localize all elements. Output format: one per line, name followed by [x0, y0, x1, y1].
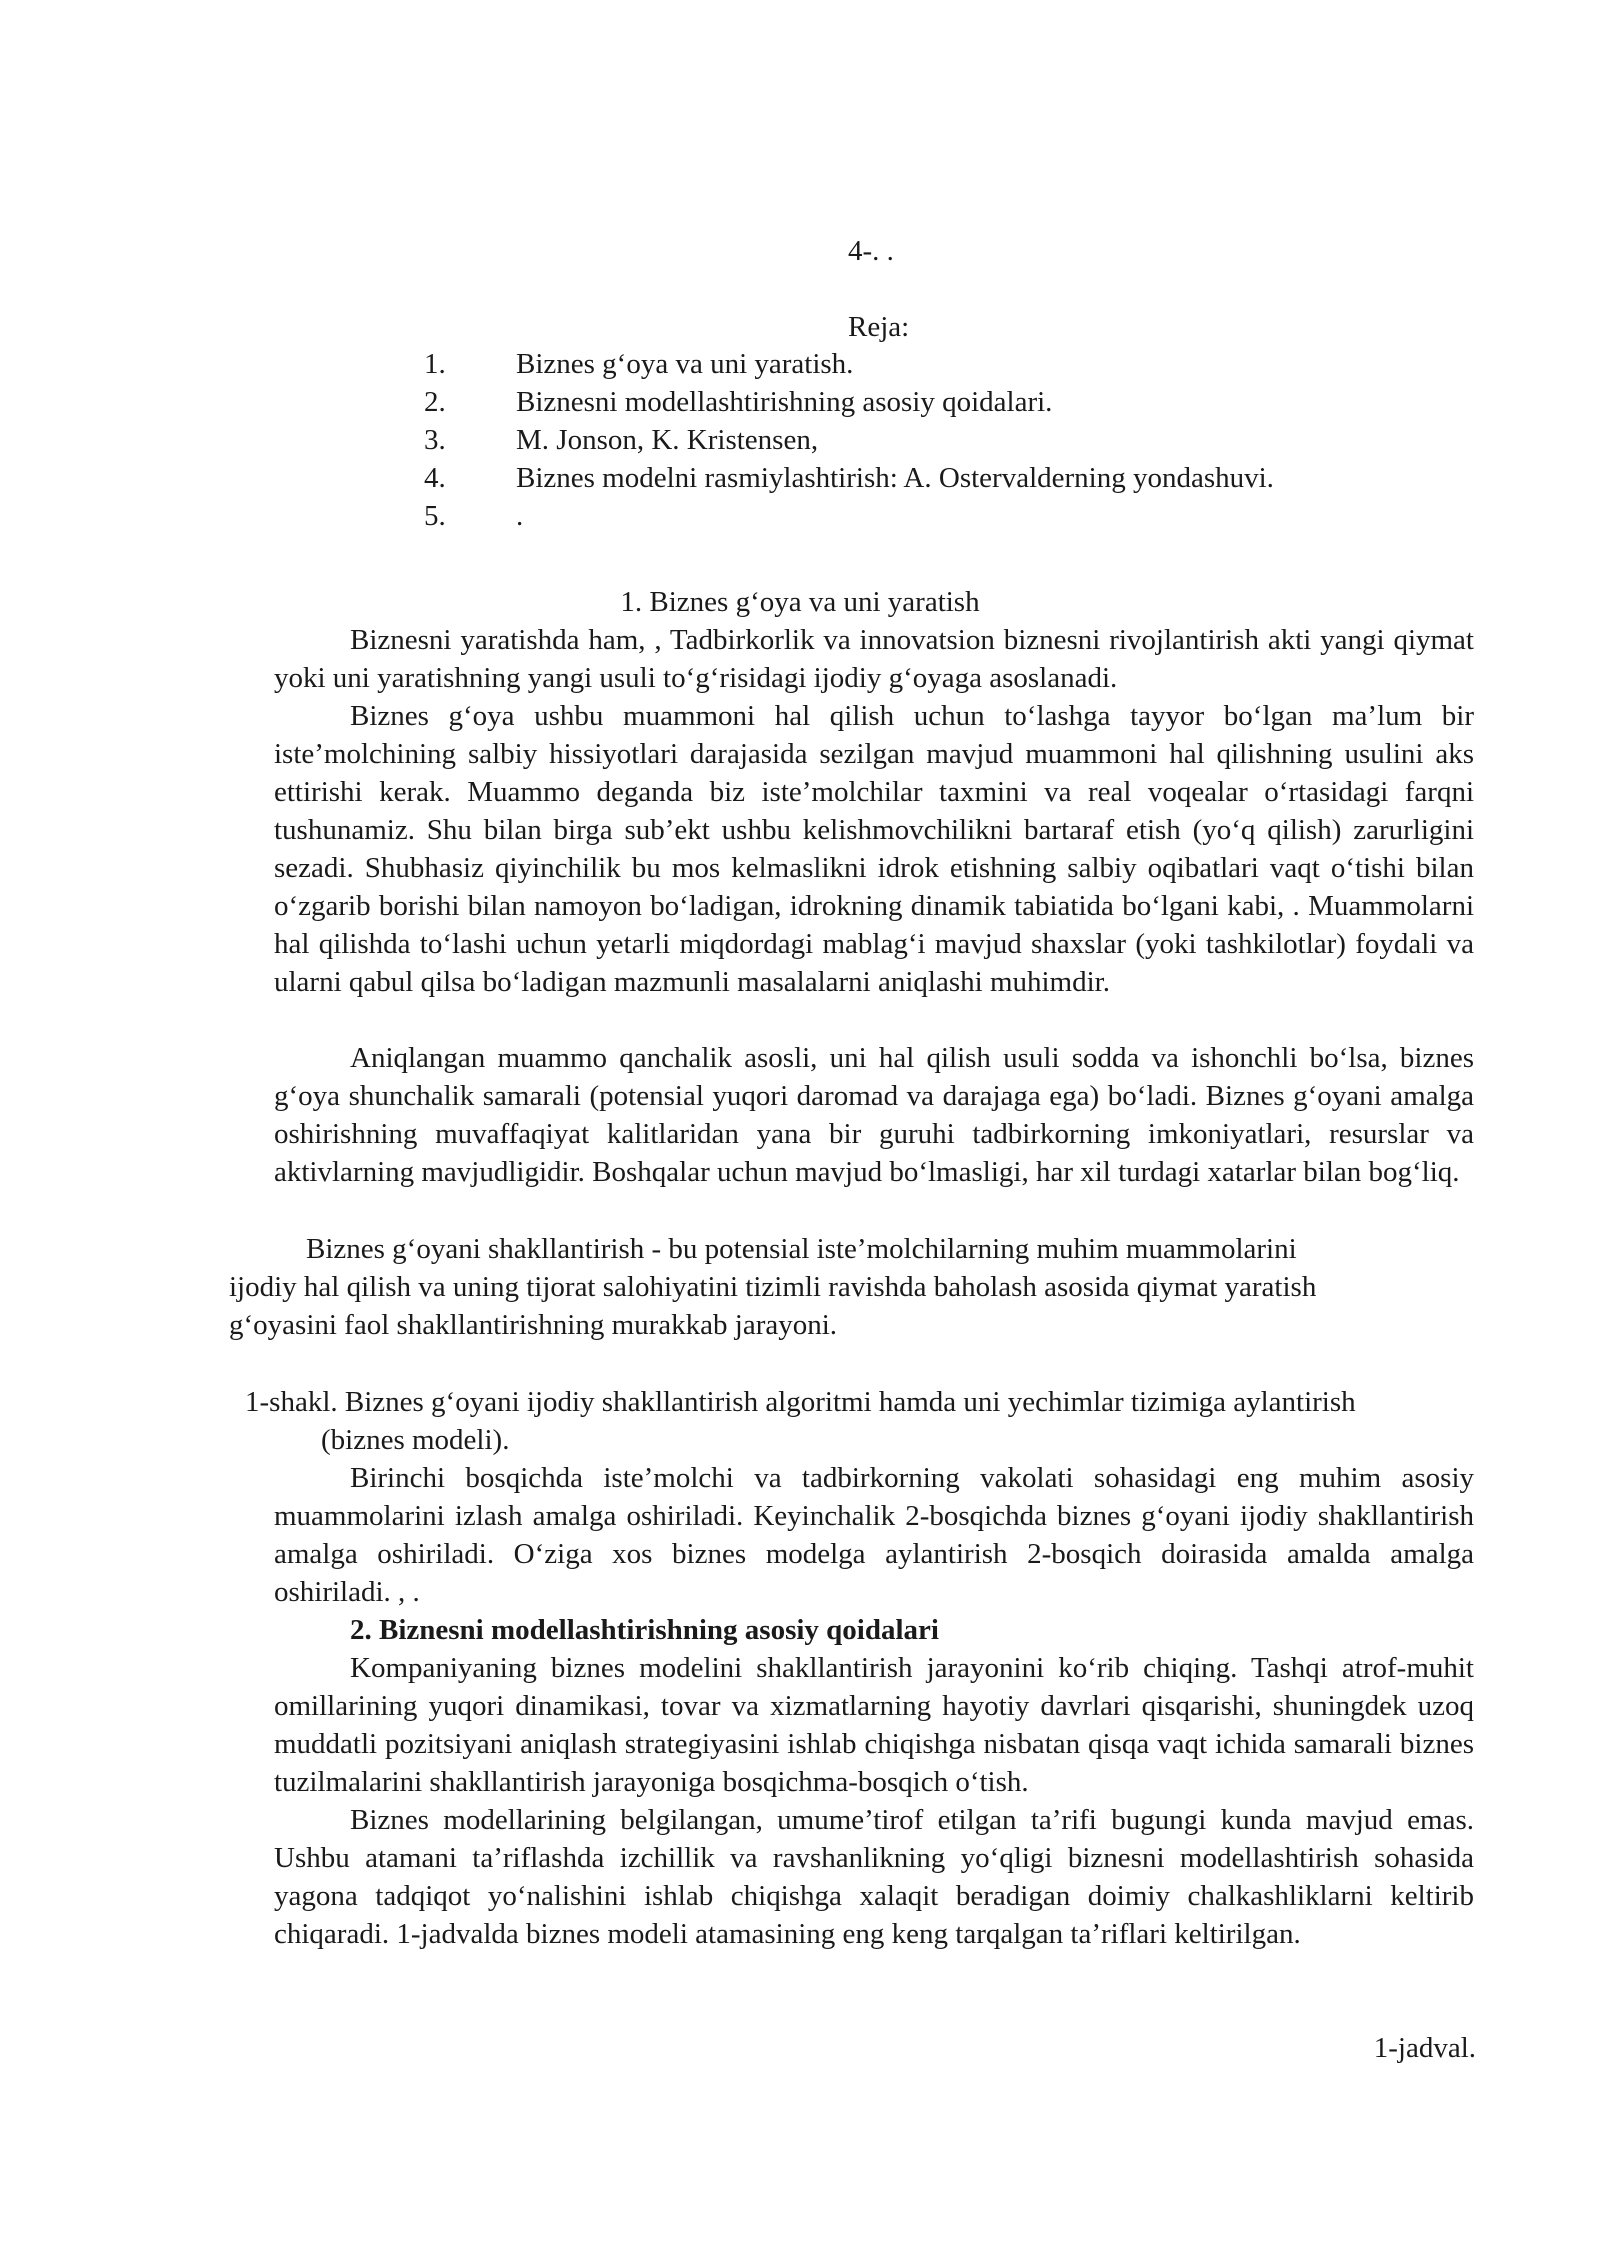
section1-heading: 1. Biznes g‘oya va uni yaratish [620, 586, 980, 618]
after-figure-paragraph: Birinchi bosqichda iste’molchi va tadbirkorning vakolati sohasidagi eng muhim asosiy muammolarini izlash amalga oshiriladi. Keyinchalik 2-bosqichda biznes g‘oyani ijodiy shakllantirish amalga oshiriladi. O‘ziga xos biznes modelga aylantirish 2-bosqich doirasida amalda amalga oshiriladi. , . [274, 1462, 1474, 1608]
section1-paragraph-4-line-1: Biznes g‘oyani shakllantirish - bu potensial iste’molchilarning muhim muammolarini [306, 1233, 1297, 1265]
plan-item-number: 3. [424, 424, 446, 456]
page-marker: 4-. . [848, 235, 894, 267]
section1-paragraph-3: Aniqlangan muammo qanchalik asosli, uni hal qilish usuli sodda va ishonchli bo‘lsa, biznes g‘oya shunchalik samarali (potensial yuqori daromad va darajaga ega) bo‘ladi. Biznes g‘oyani amalga oshirishning muvaffaqiyat kalitlaridan yana bir guruhi tadbirkorning imkoniyatlari, resurslar va aktivlarning mavjudligidir. Boshqalar uchun mavjud bo‘lmasligi, har xil turdagi xatarlar bilan bog‘liq. [274, 1042, 1474, 1188]
plan-item-number: 4. [424, 462, 446, 494]
plan-item [424, 497, 1274, 535]
plan-item-number: 1. [424, 348, 446, 380]
plan-item-text: Biznes modelni rasmiylashtirish: A. Ostervalderning yondashuvi. [516, 462, 1274, 494]
plan-title: Reja: [848, 311, 910, 343]
table-label: 1-jadval. [1373, 2032, 1476, 2064]
section2-heading: 2. Biznesni modellashtirishning asosiy qoidalari [350, 1614, 939, 1646]
plan-item-text: Biznesni modellashtirishning asosiy qoidalari. [516, 386, 1053, 418]
plan-item-number: 5. [424, 500, 446, 532]
section1-paragraph-4-line-2: ijodiy hal qilish va uning tijorat salohiyatini tizimli ravishda baholash asosida qiymat yaratish [229, 1271, 1317, 1303]
plan-item-text: M. Jonson, K. Kristensen, [516, 424, 819, 456]
plan-item [424, 345, 1274, 383]
plan-item-text: Biznes g‘oya va uni yaratish. [516, 348, 854, 380]
section2-paragraph-1: Kompaniyaning biznes modelini shakllantirish jarayonini ko‘rib chiqing. Tashqi atrof-muhit omillarining yuqori dinamikasi, tovar va xizmatlarning hayotiy davrlari qisqarishi, shuningdek uzoq muddatli pozitsiyani aniqlash strategiyasini ishlab chiqishga nisbatan qisqa vaqt ichida samarali biznes tuzilmalarini shakllantirish jarayoniga bosqichma-bosqich o‘tish. [274, 1652, 1474, 1798]
plan-item [424, 459, 1274, 497]
plan-item-number: 2. [424, 386, 446, 418]
section1-paragraph-1: Biznesni yaratishda ham, , Tadbirkorlik va innovatsion biznesni rivojlantirish akti yangi qiymat yoki uni yaratishning yangi usuli to‘g‘risidagi ijodiy g‘oyaga asoslanadi. [274, 624, 1474, 694]
section1-paragraph-2: Biznes g‘oya ushbu muammoni hal qilish uchun to‘lashga tayyor bo‘lgan ma’lum bir iste’molchining salbiy hissiyotlari darajasida sezilgan mavjud muammoni hal qilishning usulini aks ettirishi kerak. Muammo deganda biz iste’molchilar taxmini va real voqealar o‘rtasidagi farqni tushunamiz. Shu bilan birga sub’ekt ushbu kelishmovchilikni bartaraf etish (yo‘q qilish) zarurligini sezadi. Shubhasiz qiyinchilik bu mos kelmaslikni idrok etishning salbiy oqibatlari vaqt o‘tishi bilan o‘zgarib borishi bilan namoyon bo‘ladigan, idrokning dinamik tabiatida bo‘lgani kabi, . Muammolarni hal qilishda to‘lashi uchun yetarli miqdordagi mablag‘i mavjud shaxslar (yoki tashkilotlar) foydali va ularni qabul qilsa bo‘ladigan mazmunli masalalarni aniqlashi muhimdir. [274, 700, 1474, 998]
section1-paragraph-4-line-3: g‘oyasini faol shakllantirishning murakkab jarayoni. [229, 1309, 838, 1341]
plan-list [424, 345, 1274, 535]
plan-item [424, 421, 1274, 459]
figure-caption-line-2: (biznes modeli). [321, 1424, 510, 1456]
figure-caption-line-1: 1-shakl. Biznes g‘oyani ijodiy shakllantirish algoritmi hamda uni yechimlar tizimiga aylantirish [245, 1386, 1356, 1418]
plan-item-text: . [516, 500, 524, 532]
section2-paragraph-2: Biznes modellarining belgilangan, umume’tirof etilgan ta’rifi bugungi kunda mavjud emas. Ushbu atamani ta’riflashda izchillik va ravshanlikning yo‘qligi biznesni modellashtirish sohasida yagona tadqiqot yo‘nalishini ishlab chiqishga xalaqit beradigan doimiy chalkashliklarni keltirib chiqaradi. 1-jadvalda biznes modeli atamasining eng keng tarqalgan ta’riflari keltirilgan. [274, 1804, 1474, 1950]
plan-item [424, 383, 1274, 421]
